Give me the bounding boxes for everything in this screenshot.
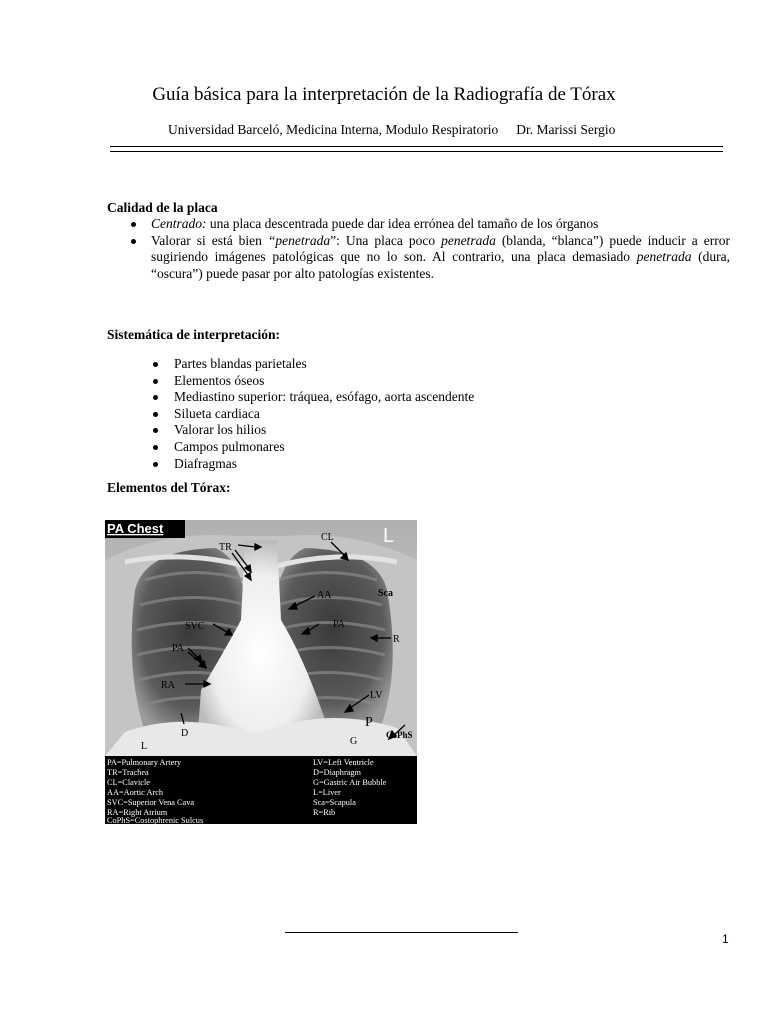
list-item: Diafragmas xyxy=(153,456,474,473)
label-l: L xyxy=(141,741,148,752)
legend-item: Sca=Scapula xyxy=(313,798,356,807)
label-svc: SVC xyxy=(185,621,205,632)
term: penetrada xyxy=(636,249,692,264)
label-d: D xyxy=(181,728,189,739)
list-item: Campos pulmonares xyxy=(153,439,474,456)
list-item: Silueta cardiaca xyxy=(153,406,474,423)
label-tr: TR xyxy=(219,542,232,553)
section-heading-elements: Elementos del Tórax: xyxy=(107,480,231,495)
label-r: R xyxy=(393,634,400,645)
label-aa: AA xyxy=(317,590,332,601)
term: “penetrada xyxy=(267,232,331,248)
legend-item: LV=Left Ventricle xyxy=(313,758,374,767)
side-marker: L xyxy=(383,525,395,547)
chest-xray-figure xyxy=(105,520,417,824)
page-title: Guía básica para la interpretación de la Radiografía de Tórax xyxy=(152,84,616,105)
section-heading-systematic: Sistemática de interpretación: xyxy=(107,327,280,342)
list-item: Elementos óseos xyxy=(153,373,474,390)
author: Dr. Marissi Sergio xyxy=(516,122,616,137)
legend-item: G=Gastric Air Bubble xyxy=(313,778,387,787)
list-item: Mediastino superior: tráquea, esófago, aorta ascendente xyxy=(153,389,474,406)
term: Centrado: xyxy=(151,216,207,231)
section-heading-quality: Calidad de la placa xyxy=(107,200,218,215)
list-item: Valorar los hilios xyxy=(153,422,474,439)
xray-image xyxy=(105,520,417,824)
legend-item: AA=Aortic Arch xyxy=(107,788,164,797)
label-lv: LV xyxy=(370,690,383,701)
legend-item: CoPhS=Costophrenic Sulcus xyxy=(107,816,204,824)
list-item: Centrado: una placa descentrada puede dar idea errónea del tamaño de los órganos xyxy=(130,216,730,233)
legend-item: R=Rib xyxy=(313,808,336,817)
label-pa-right: PA xyxy=(333,619,345,630)
systematic-list xyxy=(153,356,474,472)
institution: Universidad Barceló, Medicina Interna, Modulo Respiratorio xyxy=(168,122,499,137)
term: penetrada xyxy=(441,232,496,248)
legend-item: CL=Clavicle xyxy=(107,778,150,787)
legend-item: PA=Pulmonary Artery xyxy=(107,758,182,767)
legend-item: RA=Right Atrium xyxy=(107,808,168,817)
xray-title: PA Chest xyxy=(107,521,164,536)
legend-item: D=Diaphragm xyxy=(313,768,361,777)
label-g: G xyxy=(350,736,358,747)
label-cl: CL xyxy=(321,532,334,543)
legend-item: TR=Trachea xyxy=(107,768,149,777)
list-item: Valorar si está bien “penetrada”: Una placa poco penetrada (blanda, “blanca”) puede inducir a error sugiriendo imágenes patológicas que no lo son. Al contrario, una placa demasiado penetrada (dura, “oscura”) puede pasar por alto patologías existentes. xyxy=(130,233,730,283)
list-item: Partes blandas parietales xyxy=(153,356,474,373)
legend-item: SVC=Superior Vena Cava xyxy=(107,798,195,807)
legend-item: L=Liver xyxy=(313,788,341,797)
quality-list xyxy=(130,216,730,282)
label-pa-left: PA xyxy=(172,643,184,654)
label-cophs: CoPhS xyxy=(386,730,413,740)
label-ra: RA xyxy=(161,680,175,691)
header-rule-top xyxy=(110,146,723,147)
header-rule-bottom xyxy=(110,151,723,152)
subtitle xyxy=(168,122,615,138)
label-p: P xyxy=(365,715,373,730)
page-number: 1 xyxy=(722,932,729,946)
footer-rule xyxy=(285,932,518,933)
label-sca: Sca xyxy=(378,588,393,599)
